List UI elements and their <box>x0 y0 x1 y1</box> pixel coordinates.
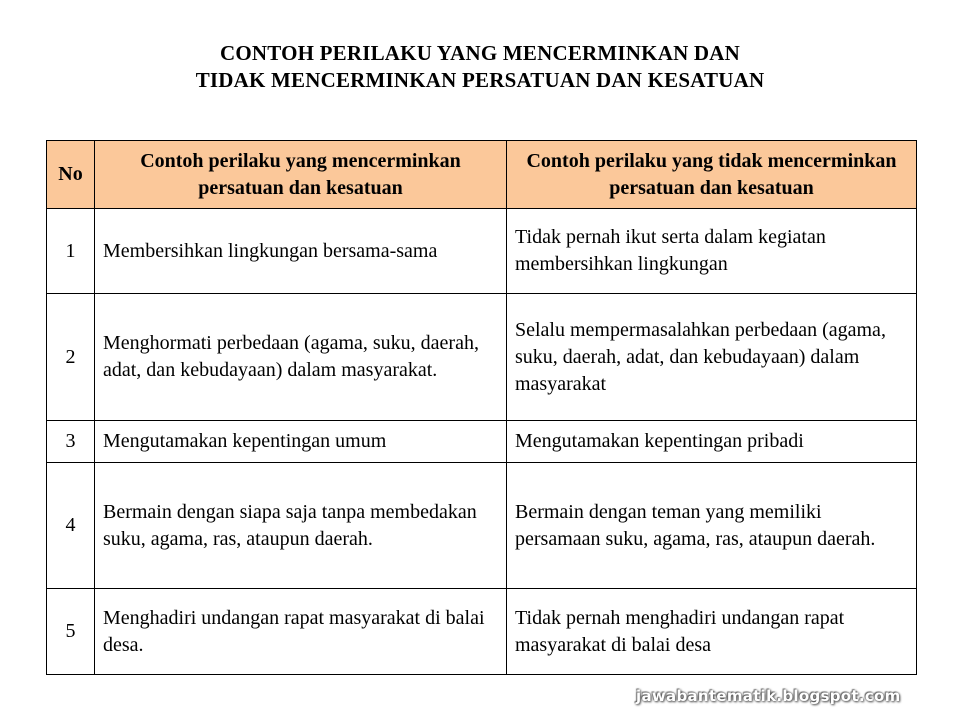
cell-reflecting: Menghormati perbedaan (agama, suku, daerah, adat, dan kebudayaan) dalam masyarakat. <box>95 294 507 421</box>
cell-not-reflecting: Tidak pernah menghadiri undangan rapat masyarakat di balai desa <box>507 589 917 675</box>
table-header-row <box>47 141 917 209</box>
title-line-1: CONTOH PERILAKU YANG MENCERMINKAN DAN <box>220 41 740 65</box>
table-row <box>47 209 917 294</box>
cell-reflecting: Menghadiri undangan rapat masyarakat di balai desa. <box>95 589 507 675</box>
cell-not-reflecting: Tidak pernah ikut serta dalam kegiatan membersihkan lingkungan <box>507 209 917 294</box>
cell-reflecting: Bermain dengan siapa saja tanpa membedakan suku, agama, ras, ataupun daerah. <box>95 463 507 589</box>
row-number: 3 <box>47 421 95 463</box>
cell-reflecting: Mengutamakan kepentingan umum <box>95 421 507 463</box>
cell-not-reflecting: Mengutamakan kepentingan pribadi <box>507 421 917 463</box>
table-row <box>47 294 917 421</box>
table-row <box>47 463 917 589</box>
cell-reflecting: Membersihkan lingkungan bersama-sama <box>95 209 507 294</box>
row-number: 2 <box>47 294 95 421</box>
title-line-2: TIDAK MENCERMINKAN PERSATUAN DAN KESATUAN <box>195 68 765 92</box>
table-row <box>47 589 917 675</box>
cell-not-reflecting: Selalu mempermasalahkan perbedaan (agama, suku, daerah, adat, dan kebudayaan) dalam masyarakat <box>507 294 917 421</box>
row-number: 1 <box>47 209 95 294</box>
header-no: No <box>47 141 95 209</box>
blog-watermark: jawabantematik.blogspot.com <box>636 687 901 705</box>
table-row <box>47 421 917 463</box>
cell-not-reflecting: Bermain dengan teman yang memiliki persamaan suku, agama, ras, ataupun daerah. <box>507 463 917 589</box>
document-title <box>0 40 960 94</box>
behavior-table <box>46 140 917 675</box>
row-number: 4 <box>47 463 95 589</box>
header-not-reflecting: Contoh perilaku yang tidak mencerminkan persatuan dan kesatuan <box>507 141 917 209</box>
row-number: 5 <box>47 589 95 675</box>
header-reflecting: Contoh perilaku yang mencerminkan persatuan dan kesatuan <box>95 141 507 209</box>
